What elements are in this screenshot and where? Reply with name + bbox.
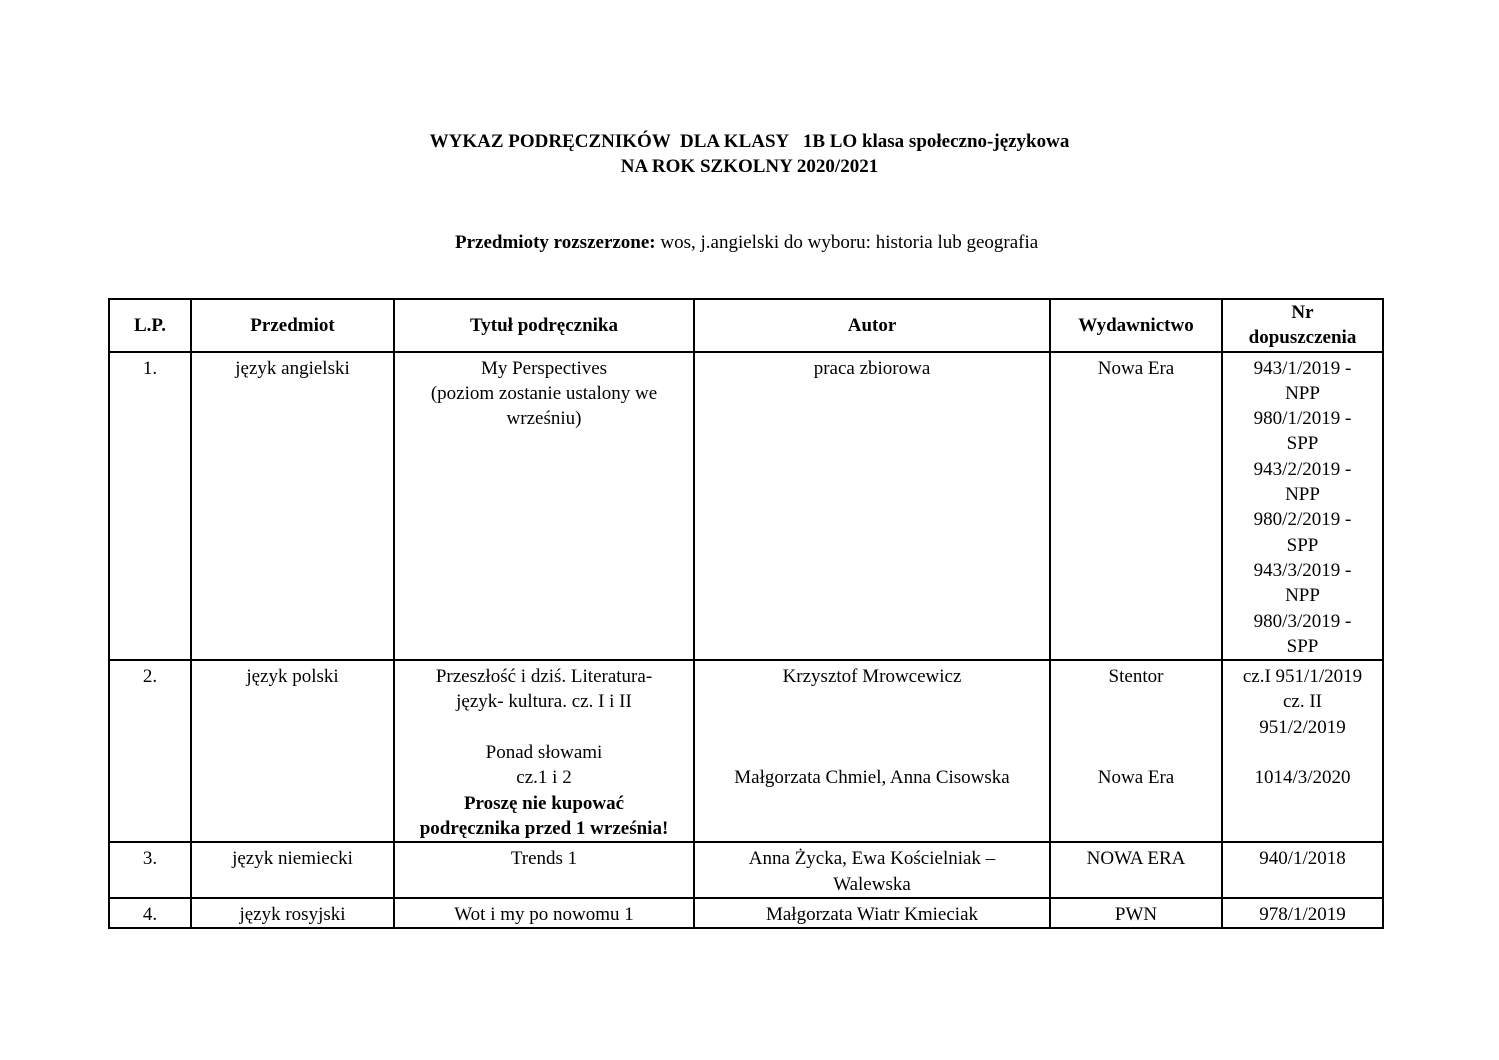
row-title-line: cz.1 i 2 — [516, 767, 572, 789]
row-approval — [1222, 660, 1383, 842]
approval-line: SPP — [1286, 534, 1319, 556]
row-title: Wot i my po nowomu 1 — [394, 898, 694, 928]
row-title — [394, 660, 694, 842]
row-lp: 4. — [109, 898, 191, 928]
header-approval-line-1: Nr — [1291, 302, 1314, 323]
extended-subjects — [455, 231, 1038, 255]
row-publisher-spacer — [1055, 715, 1217, 740]
row-publisher — [1050, 660, 1222, 842]
approval-line: 943/3/2019 - — [1253, 559, 1352, 581]
header-title: Tytuł podręcznika — [394, 299, 694, 352]
header-subject: Przedmiot — [191, 299, 394, 352]
table-row — [109, 898, 1383, 928]
approval-line: NPP — [1285, 382, 1320, 404]
row-author-b: Małgorzata Chmiel, Anna Cisowska — [734, 767, 1010, 789]
approval-line: NPP — [1285, 484, 1320, 506]
approval-line: NPP — [1285, 585, 1320, 607]
row-title-spacer — [399, 715, 689, 740]
row-publisher: NOWA ERA — [1050, 842, 1222, 898]
row-author — [694, 660, 1050, 842]
row-publisher-b: Nowa Era — [1097, 767, 1175, 789]
table-row — [109, 842, 1383, 898]
row-lp: 1. — [109, 352, 191, 661]
row-subject: język rosyjski — [191, 898, 394, 928]
row-approval — [1222, 352, 1383, 661]
row-author-spacer — [699, 689, 1045, 714]
row-title-line: wrześniu) — [506, 408, 582, 430]
title-line-2: NA ROK SZKOLNY 2020/2021 — [620, 156, 879, 177]
approval-line: cz.I 951/1/2019 — [1242, 666, 1363, 688]
extended-subjects-label: Przedmioty rozszerzone: — [455, 232, 656, 253]
row-title-note: podręcznika przed 1 września! — [419, 817, 669, 839]
approval-line: 980/3/2019 - — [1253, 610, 1352, 632]
row-author-a: Krzysztof Mrowcewicz — [782, 666, 962, 688]
approval-line: 943/1/2019 - — [1253, 357, 1352, 379]
approval-line: 1014/3/2020 — [1254, 767, 1351, 789]
header-lp: L.P. — [109, 299, 191, 352]
extended-subjects-text: wos, j.angielski do wyboru: historia lub geografia — [655, 232, 1039, 253]
row-author — [694, 842, 1050, 898]
row-author: praca zbiorowa — [694, 352, 1050, 661]
document-title — [0, 129, 1499, 179]
approval-line: 951/2/2019 — [1259, 716, 1346, 738]
approval-spacer — [1227, 740, 1378, 765]
row-publisher-spacer — [1055, 740, 1217, 765]
row-title-note: Proszę nie kupować — [463, 792, 625, 814]
row-title — [394, 352, 694, 661]
row-approval: 940/1/2018 — [1222, 842, 1383, 898]
row-publisher-a: Stentor — [1108, 666, 1164, 688]
table-row — [109, 660, 1383, 842]
row-publisher: Nowa Era — [1050, 352, 1222, 661]
row-author-line: Anna Życka, Ewa Kościelniak – — [748, 848, 996, 870]
header-approval — [1222, 299, 1383, 352]
row-author: Małgorzata Wiatr Kmieciak — [694, 898, 1050, 928]
row-title-line: Przeszłość i dziś. Literatura- — [435, 666, 653, 688]
header-approval-line-2: dopuszczenia — [1248, 327, 1357, 349]
row-author-spacer — [699, 740, 1045, 765]
row-publisher: PWN — [1050, 898, 1222, 928]
row-subject: język angielski — [191, 352, 394, 661]
row-author-line: Walewska — [833, 873, 911, 895]
table-header-row — [109, 299, 1383, 352]
row-publisher-spacer — [1055, 689, 1217, 714]
row-title: Trends 1 — [394, 842, 694, 898]
row-title-line: (poziom zostanie ustalony we — [430, 382, 658, 404]
approval-line: 980/1/2019 - — [1253, 408, 1352, 430]
row-lp: 3. — [109, 842, 191, 898]
row-title-line: My Perspectives — [480, 357, 608, 379]
row-author-spacer — [699, 715, 1045, 740]
row-lp: 2. — [109, 660, 191, 842]
header-publisher: Wydawnictwo — [1050, 299, 1222, 352]
row-title-line: język- kultura. cz. I i II — [456, 691, 632, 713]
header-author: Autor — [694, 299, 1050, 352]
approval-line: 943/2/2019 - — [1253, 458, 1352, 480]
approval-line: cz. II — [1282, 691, 1323, 713]
approval-line: 980/2/2019 - — [1253, 509, 1352, 531]
row-subject: język niemiecki — [191, 842, 394, 898]
row-title-line: Ponad słowami — [485, 742, 603, 764]
textbook-table — [108, 298, 1384, 929]
row-subject: język polski — [191, 660, 394, 842]
title-line-1: WYKAZ PODRĘCZNIKÓW DLA KLASY 1B LO klasa społeczno-językowa — [429, 131, 1070, 152]
row-approval: 978/1/2019 — [1222, 898, 1383, 928]
approval-line: SPP — [1286, 635, 1319, 657]
table-row — [109, 352, 1383, 661]
approval-line: SPP — [1286, 433, 1319, 455]
